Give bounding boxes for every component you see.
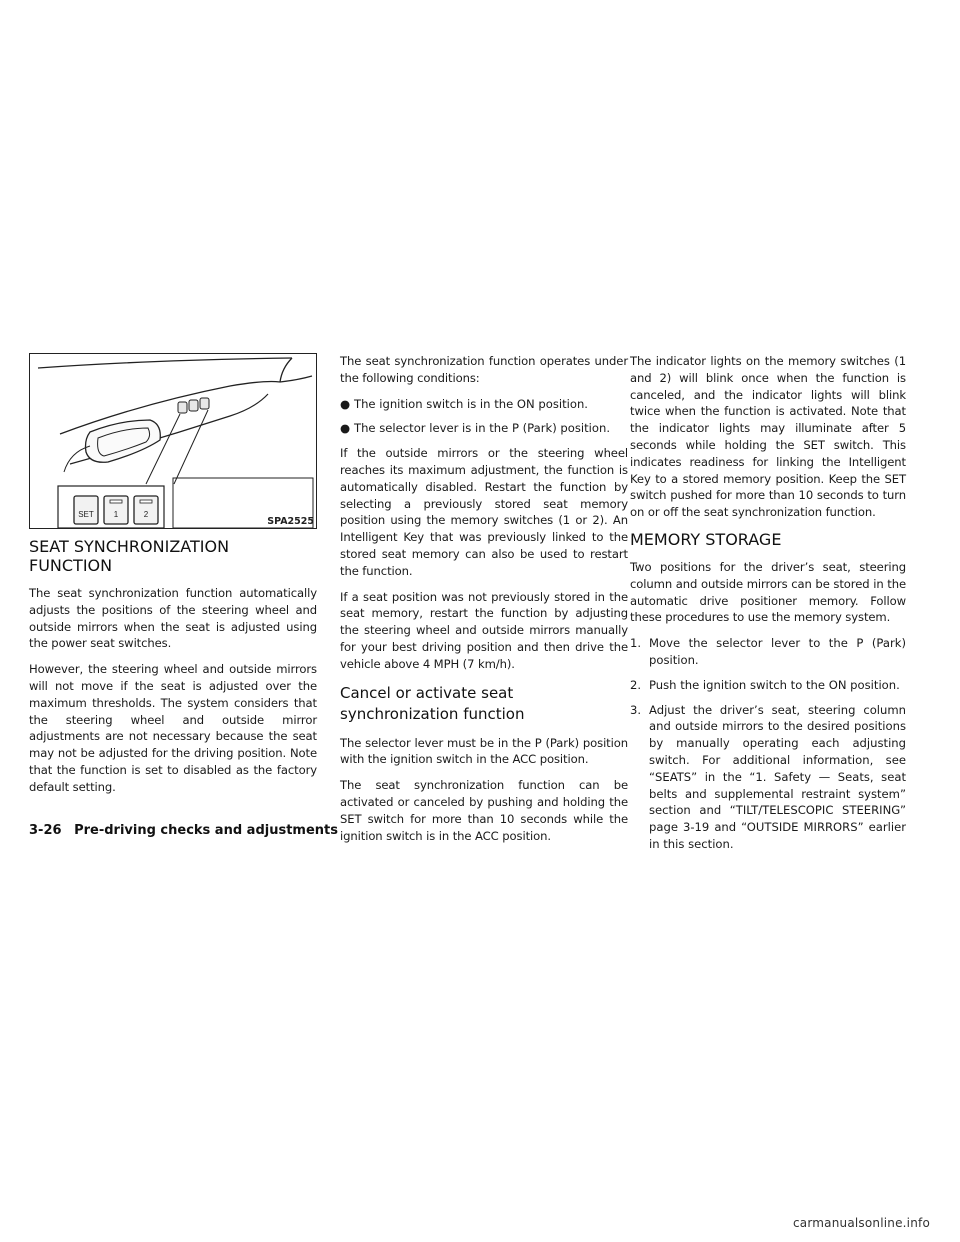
paragraph: The seat synchronization function can be activated or canceled by pushing and holding the SET switch for more than 10 seconds while the ignition switch is in the ACC position. (340, 778, 628, 843)
paragraph: The seat synchronization function operates under the following conditions: (340, 354, 628, 385)
svg-text:SET: SET (78, 510, 94, 519)
condition-list (340, 396, 628, 438)
door-trim-illustration (30, 354, 317, 529)
list-item: ● The ignition switch is in the ON position. (340, 396, 588, 411)
paragraph: The indicator lights on the memory switches (1 and 2) will blink once when the function is canceled, and the indicator lights will blink twice when the function is activated. Note that the indicator lights may illuminate after 5 seconds while holding the SET switch. This indicates readiness for linking the Intelligent Key to a stored memory position. Keep the SET switch pushed for more than 10 seconds to turn on or off the seat synchronization function. (630, 354, 906, 520)
section-title: Pre-driving checks and adjustments (74, 823, 338, 838)
paragraph: The selector lever must be in the P (Park) position with the ignition switch in the ACC position. (340, 735, 628, 767)
figure-label: SPA2525 (267, 516, 314, 527)
paragraph: The seat synchronization function automatically adjusts the positions of the steering wheel and outside mirrors when the seat is adjusted using the power seat switches. (29, 586, 317, 651)
page-footer (29, 823, 338, 838)
page-number: 3-26 (29, 823, 62, 838)
paragraph: However, the steering wheel and outside mirrors will not move if the seat is adjusted over the maximum thresholds. The system considers that the steering wheel and outside mirror adjustments are not necessary because the seat may not be adjusted for the driving position. Note that the function is set to disabled as the factory default setting. (29, 662, 317, 794)
svg-text:2: 2 (143, 510, 149, 519)
step-item: 3. Adjust the driver’s seat, steering column and outside mirrors to the desired positions by manually operating each adjusting switch. For additional information, see “SEATS” in the “1. Safety — Seats, seat belts and supplemental restraint system” section and “TILT/TELESCOPIC STEERING” page 3-19 and “OUTSIDE MIRRORS” earlier in this section. (630, 702, 906, 851)
paragraph: If a seat position was not previously stored in the seat memory, restart the function by adjusting the steering wheel and outside mirrors manually for your best driving position and then drive the vehicle above 4 MPH (7 km/h). (340, 589, 628, 671)
list-item: ● The selector lever is in the P (Park) position. (340, 421, 611, 436)
section-heading-seat-sync: SEAT SYNCHRONIZATION FUNCTION (29, 537, 230, 575)
bullet-icon: ● (340, 396, 351, 411)
watermark: carmanualsonline.info (793, 1216, 930, 1230)
svg-text:1: 1 (113, 510, 119, 519)
paragraph: If the outside mirrors or the steering wheel reaches its maximum adjustment, the function is automatically disabled. Restart the function by selecting a previously stored seat memory position using the memory switches (1 or 2). An Intelligent Key that was previously linked to the stored seat memory can also be used to restart the function. (340, 446, 628, 578)
memory-switch-figure (29, 353, 317, 529)
section-heading-memory-storage: MEMORY STORAGE (630, 529, 782, 549)
step-item: 2. Push the ignition switch to the ON position. (630, 677, 900, 692)
column-1 (29, 353, 317, 805)
step-item: 1. Move the selector lever to the P (Park) position. (630, 636, 906, 667)
subheading-cancel-activate: Cancel or activate seat synchronization function (340, 683, 525, 723)
column-2 (340, 353, 628, 853)
bullet-icon: ● (340, 421, 351, 436)
paragraph: Two positions for the driver’s seat, steering column and outside mirrors can be stored in the automatic drive positioner memory. Follow these procedures to use the memory system. (630, 559, 906, 625)
procedure-steps (630, 635, 906, 853)
column-3 (630, 353, 906, 861)
